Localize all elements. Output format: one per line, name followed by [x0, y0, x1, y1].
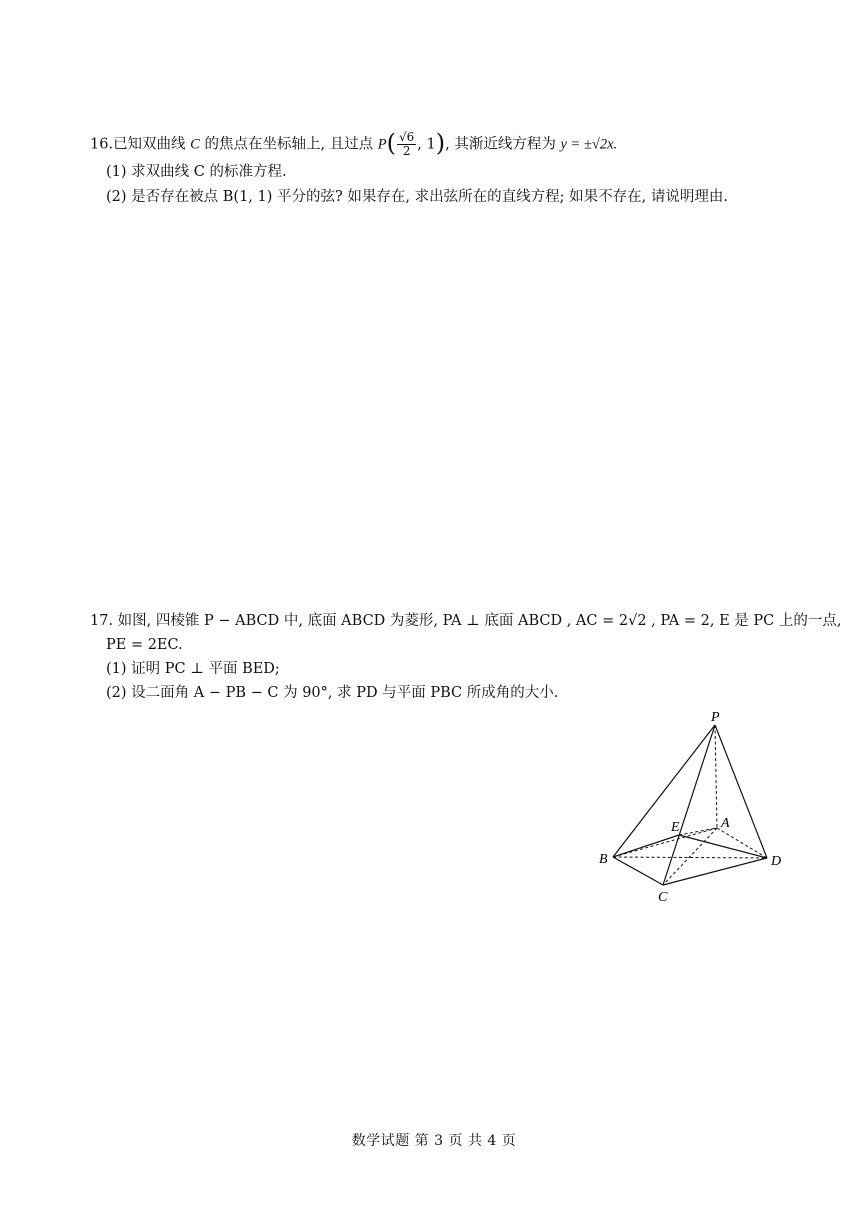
- page-footer: 数学试题 第 3 页 共 4 页: [351, 1133, 517, 1149]
- problem17-part1: (1) 证明 PC ⊥ 平面 BED;: [106, 661, 280, 677]
- edge-AC: [663, 828, 717, 885]
- label-A: A: [721, 816, 730, 831]
- label-C: C: [658, 890, 668, 905]
- pyramid-figure: [595, 705, 795, 905]
- problem16-part2: (2) 是否存在被点 B(1, 1) 平分的弦? 如果存在, 求出弦所在的直线方程; 如果不存在, 请说明理由.: [106, 189, 728, 205]
- problem16-part1: (1) 求双曲线 C 的标准方程.: [106, 164, 287, 180]
- asymptote-equation: y = ±√2x.: [560, 136, 618, 153]
- edge-ED: [679, 835, 767, 858]
- edge-PD: [715, 725, 767, 858]
- problem16-number: 16.: [90, 136, 114, 153]
- edge-AD: [717, 828, 767, 858]
- edge-PA: [715, 725, 717, 828]
- problem17-stem-line1: 17. 如图, 四棱锥 P − ABCD 中, 底面 ABCD 为菱形, PA ⊥ 底面 ABCD , AC = 2√2 , PA = 2, E 是 PC 上的一点,: [90, 613, 842, 629]
- label-D: D: [771, 854, 782, 869]
- label-P: P: [711, 710, 720, 725]
- label-B: B: [599, 852, 608, 867]
- problem17-part2: (2) 设二面角 A − PB − C 为 90°, 求 PD 与平面 PBC 所成角的大小.: [106, 685, 559, 701]
- edge-EB: [613, 835, 679, 857]
- problem17-number: 17.: [90, 613, 114, 629]
- problem16-stem: 16.已知双曲线 C 的焦点在坐标轴上, 且过点 P( $\frac{√6}{2}$ , 1), 其渐近线方程为 y = ±√2x.: [90, 128, 618, 158]
- edge-PC: [663, 725, 715, 885]
- edge-PB: [613, 725, 715, 857]
- label-E: E: [671, 820, 680, 835]
- edge-CD: [663, 858, 767, 885]
- edge-BC: [613, 857, 663, 885]
- problem17-stem-line2: PE = 2EC.: [106, 637, 183, 653]
- edge-AB: [613, 828, 717, 857]
- coordinate-fraction: $\frac{√6}{2}$: [399, 130, 415, 158]
